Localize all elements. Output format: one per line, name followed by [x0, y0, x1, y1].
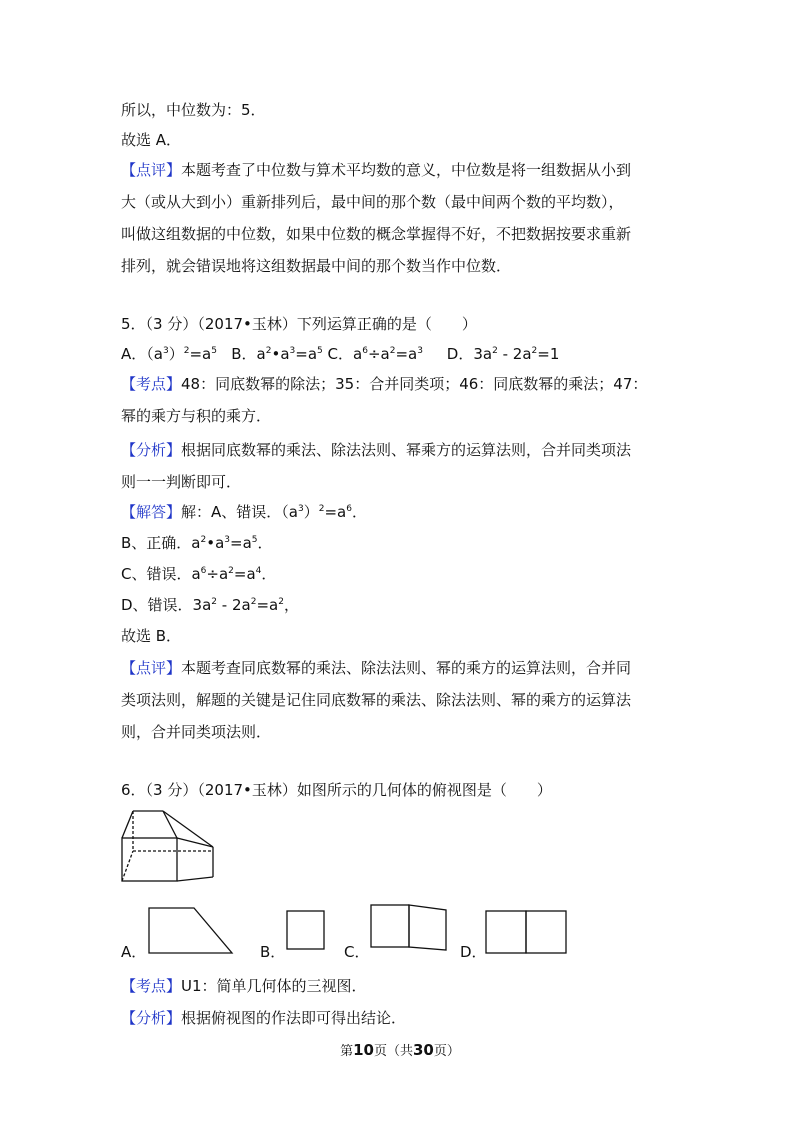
- option-b-label: B．: [260, 943, 286, 961]
- kaodian-text: U1：简单几何体的三视图．: [181, 977, 367, 995]
- page-footer: 第10页（共30页）: [340, 1041, 460, 1059]
- option-a: A．$(a^3)^2=a^5$: [121, 345, 217, 363]
- page-number: 10: [353, 1041, 374, 1059]
- comment-text: 本题考查同底数幂的乘法、除法法则、幂的乘方的运算法则，合并同: [181, 659, 632, 677]
- text-line: B、正确．$a^2•a^3=a^5$．: [121, 534, 273, 552]
- option-c-label: C．: [344, 943, 370, 961]
- text-line: C、错误．$a^6\div a^2=a^4$．: [121, 565, 277, 583]
- kaodian-tag: 【考点】: [121, 977, 182, 995]
- text-line: 则一一判断即可．: [121, 473, 242, 491]
- text-line: 大（或从大到小）重新排列后，最中间的那个数（最中间两个数的平均数），: [121, 193, 624, 211]
- text-line: [121, 374, 647, 394]
- kaodian-tag: 【考点】: [121, 375, 182, 393]
- fenxi-text: 根据同底数幂的乘法、除法法则、幂乘方的运算法则，合并同类项法: [181, 441, 632, 459]
- option-d-figure: [482, 908, 570, 956]
- fenxi-tag: 【分析】: [121, 1009, 182, 1027]
- comment-tag: 【点评】: [121, 659, 182, 677]
- text-line: 故选 A．: [121, 131, 182, 149]
- option-b: B．$a^2•a^3=a^5$: [231, 345, 323, 363]
- text-line: 则，合并同类项法则．: [121, 723, 272, 741]
- text-line: 【解答】解：A、错误．$(a^3)^2=a^6$．: [121, 503, 367, 521]
- text-line: 幂的乘方与积的乘方．: [121, 407, 272, 425]
- text-line: [121, 440, 631, 460]
- text-line: 排列，就会错误地将这组数据最中间的那个数当作中位数．: [121, 257, 512, 275]
- option-d: D．$3a^2 - 2a^2=1$: [446, 345, 560, 363]
- option-d-label: D．: [460, 943, 487, 961]
- fenxi-text: 根据俯视图的作法即可得出结论．: [181, 1009, 407, 1027]
- text-line: 故选 B．: [121, 627, 182, 645]
- option-b-figure: [283, 908, 328, 954]
- jieda-tag: 【解答】: [121, 503, 182, 521]
- text-line: D、错误．$3a^2 - 2a^2=a^2$，: [121, 596, 299, 614]
- question-6: 6．（3 分）（2017•玉林）如图所示的几何体的俯视图是（ ）: [121, 781, 552, 799]
- comment-tag: 【点评】: [121, 161, 182, 179]
- option-c-figure: [366, 902, 451, 954]
- text-line: [121, 1008, 406, 1028]
- kaodian-text: 48：同底数幂的除法；35：合并同类项；46：同底数幂的乘法；47：: [181, 375, 648, 393]
- solid-figure: [115, 805, 220, 885]
- fenxi-tag: 【分析】: [121, 441, 182, 459]
- text-line: 叫做这组数据的中位数，如果中位数的概念掌握得不好，不把数据按要求重新: [121, 225, 632, 243]
- option-a-figure: [142, 905, 237, 957]
- text-line: [121, 976, 367, 996]
- text-line: [121, 658, 631, 678]
- comment-text: 本题考查了中位数与算术平均数的意义，中位数是将一组数据从小到: [181, 161, 632, 179]
- text-line: 类项法则，解题的关键是记住同底数幂的乘法、除法法则、幂的乘方的运算法: [121, 691, 632, 709]
- text-line: [121, 160, 631, 180]
- option-c: C．$a^6\div a^2=a^3$: [327, 345, 423, 363]
- option-a-label: A．: [121, 943, 147, 961]
- page-total: 30: [413, 1041, 434, 1059]
- question-5-options: [121, 344, 559, 364]
- text-line: 所以，中位数为：5．: [121, 101, 266, 119]
- question-5: 5．（3 分）（2017•玉林）下列运算正确的是（ ）: [121, 315, 477, 333]
